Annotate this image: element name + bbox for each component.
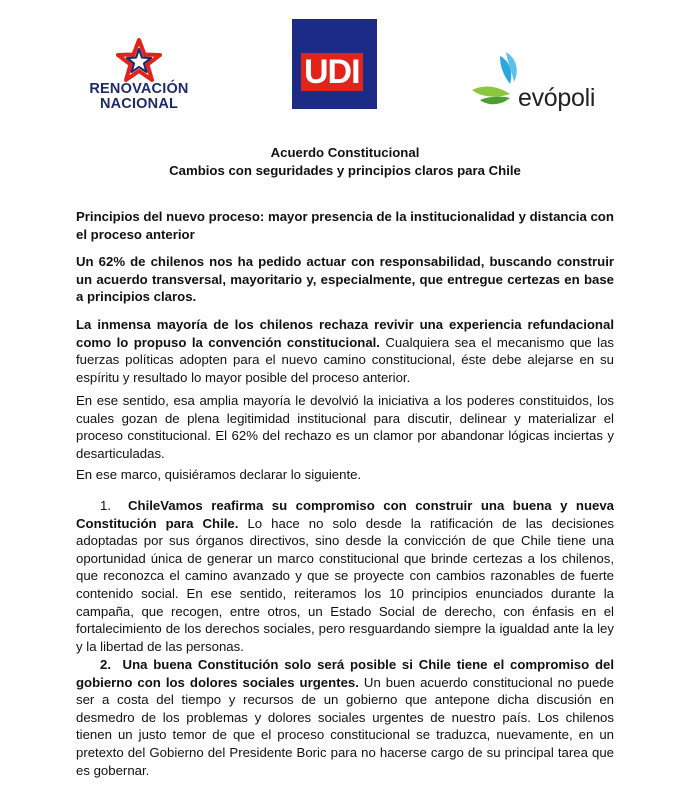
- evopoli-logo-text: evópoli: [518, 84, 596, 112]
- paragraph-3: En ese sentido, esa amplia mayoría le devolvió la iniciativa a los poderes constituidos, los cuales gozan de plena legitimidad institucional para discutir, delinear y materializar el proceso constitucional. El 62% del rechazo es un clamor por abandonar lógicas inciertas y desarticuladas.: [76, 393, 614, 461]
- paragraph-2-bold: La inmensa mayoría de los chilenos rechaza revivir una experiencia refundacional como lo propuso la convención constitucional.: [76, 317, 614, 350]
- udi-logo: [292, 19, 377, 109]
- document-title: [76, 144, 614, 179]
- udi-logo-word: [301, 55, 371, 89]
- title-line-1: Acuerdo Constitucional: [270, 145, 420, 160]
- renovacion-nacional-logo: [84, 38, 194, 116]
- paragraph-2: [76, 316, 614, 386]
- title-line-2: Cambios con seguridades y principios claros para Chile: [169, 162, 521, 178]
- list-item-2: [76, 656, 614, 779]
- list-item-1-bold: ChileVamos reafirma su compromiso con construir una buena y nueva Constitución para Chile.: [76, 498, 615, 531]
- section-heading: Principios del nuevo proceso: mayor presencia de la institucionalidad y distancia con el proceso anterior: [76, 209, 614, 242]
- list-item-1: [76, 497, 614, 655]
- list-item-1-rest: Lo hace no solo desde la ratificación de las decisiones adoptadas por sus órganos directivos, sino desde la convicción de que Chile tiene una oportunidad única de generar un marco constitucional que brinde certezas a los chilenos, que reconozca el camino avanzado y que se proyecte con cambios razonables de fuerte contenido social. En ese sentido, reiteramos los 10 principios enunciados durante la campaña, que recogen, entre otros, un Estado Social de derecho, con énfasis en el fortalecimiento de los derechos sociales, pero resguardando siempre la igualdad ante la ley y la libertad de las personas.: [76, 515, 614, 654]
- udi-logo-text: UDI: [301, 53, 363, 91]
- rn-logo-line1: RENOVACIÓN: [89, 81, 189, 97]
- list-item-1-number: 1.: [100, 498, 111, 513]
- paragraph-1: Un 62% de chilenos nos ha pedido actuar con responsabilidad, buscando construir un acuerdo transversal, mayoritario y, especialmente, que entregue certezas en base a principios claros.: [76, 254, 614, 305]
- list-item-2-rest: Un buen acuerdo constitucional no puede ser a costa del tiempo y recursos de un gobierno que antepone dicha discusión en desmedro de los problemas y dolores sociales urgentes de nuestro país. Los chilenos tienen un justo temor de que el proceso constitucional se traduzca, nuevamente, en un pretexto del Gobierno del Presidente Boric para no hacerse cargo de su principal tarea que es gobernar.: [76, 674, 614, 778]
- paragraph-4: En ese marco, quisiéramos declarar lo siguiente.: [76, 467, 362, 482]
- logo-bar: [0, 0, 687, 130]
- evopoli-logo: [470, 50, 620, 115]
- list-item-2-number: 2.: [100, 657, 111, 672]
- star-icon: [116, 38, 162, 82]
- list-item-2-bold: Una buena Constitución solo será posible si Chile tiene el compromiso del gobierno con los dolores sociales urgentes.: [76, 657, 614, 690]
- rn-logo-line2: NACIONAL: [99, 96, 179, 112]
- paragraph-2-rest: Cualquiera sea el mecanismo que las fuerzas políticas adopten para el nuevo camino constitucional, éste debe alejarse en su espíritu y resultado lo mayor posible del proceso anterior.: [76, 334, 614, 385]
